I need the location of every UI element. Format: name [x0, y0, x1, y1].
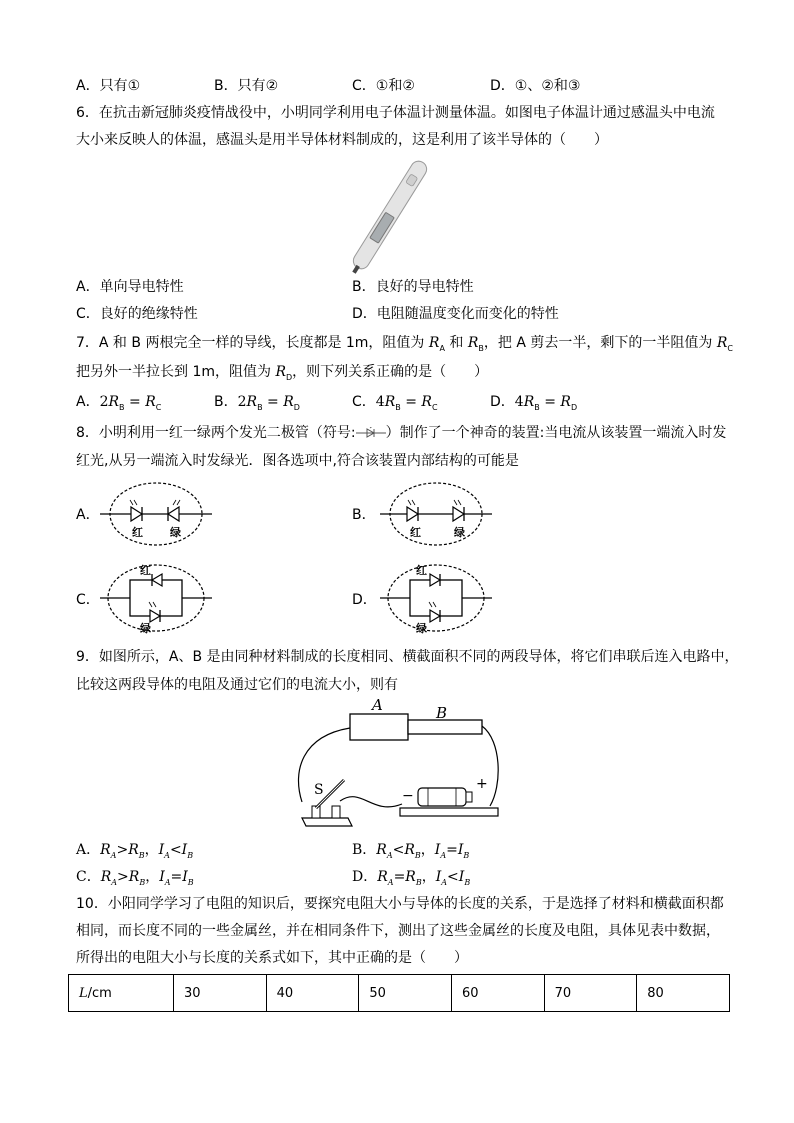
table-cell: 40 [266, 975, 359, 1012]
green-label: 绿 [170, 526, 181, 539]
q6-stem-line1: 6．在抗击新冠肺炎疫情战役中，小明同学利用电子体温计测量体温。如图电子体温计通过感温头中电流 [76, 105, 715, 121]
q9-option-a: A．$R_A>R_B$，$I_A<I_B$ [76, 842, 194, 860]
q9-option-d: D．$R_A=R_B$，$I_A<I_B$ [352, 869, 471, 887]
q9-stem-line2: 比较这两段导体的电阻及通过它们的电流大小，则有 [76, 677, 398, 693]
q8-label-b: B． [352, 507, 376, 523]
green-label: 绿 [140, 622, 151, 634]
switch-label: S [314, 782, 324, 798]
q6-option-b: B．良好的导电特性 [352, 279, 474, 295]
table-cell: 60 [451, 975, 544, 1012]
red-label: 红 [140, 564, 151, 577]
table-cell: 70 [544, 975, 637, 1012]
q10-stem-line3: 所得出的电阻大小与长度的关系式如下，其中正确的是（ ） [76, 950, 468, 966]
table-cell: 80 [637, 975, 730, 1012]
q7-option-a: A．$2R_B = R_C$ [76, 394, 162, 412]
q5-option-c: C．①和② [352, 78, 415, 94]
battery-minus-label: − [402, 788, 414, 804]
table-header-cell: L/cm [69, 975, 174, 1012]
q6-stem-line2: 大小来反映人的体温，感温头是用半导体材料制成的，这是利用了该半导体的（ ） [76, 132, 608, 148]
q6-option-d: D．电阻随温度变化而变化的特性 [352, 306, 559, 322]
green-label: 绿 [416, 622, 427, 634]
q5-option-a: A．只有① [76, 78, 141, 94]
q6-option-c: C．良好的绝缘特性 [76, 306, 198, 322]
q8-stem-line1: 8．小明利用一红一绿两个发光二极管（符号: ）制作了一个神奇的装置:当电流从该装置一端流入时发 [76, 425, 727, 441]
red-label: 红 [132, 526, 143, 539]
conductor-a-label: A [372, 696, 383, 714]
thermometer-figure [330, 155, 450, 275]
q7-stem-line1: 7．A 和 B 两根完全一样的导线，长度都是 1m，阻值为 $R_A$ 和 $R_B$，把 A 剪去一半，剩下的一半阻值为 $R_C$ [76, 335, 733, 353]
q6-option-a: A．单向导电特性 [76, 279, 184, 295]
battery-plus-label: + [476, 776, 488, 792]
table-row [69, 975, 730, 1012]
table-cell: 30 [174, 975, 267, 1012]
q9-circuit-figure [292, 696, 504, 832]
conductor-b-label: B [436, 704, 448, 722]
q10-stem-line1: 10．小阳同学学习了电阻的知识后，要探究电阻大小与导体的长度的关系，于是选择了材料和横截面积都 [76, 896, 724, 912]
q7-option-b: B．$2R_B = R_D$ [214, 394, 300, 412]
q8-label-a: A． [76, 507, 100, 523]
q9-stem-line1: 9．如图所示，A、B 是由同种材料制成的长度相同、横截面积不同的两段导体，将它们串联后连入电路中， [76, 649, 739, 665]
red-label: 红 [410, 526, 421, 539]
q8-circuit-d [380, 562, 492, 634]
q8-label-d: D． [352, 592, 377, 608]
q10-data-table [68, 974, 730, 1012]
q9-option-b: B．$R_A<R_B$，$I_A=I_B$ [352, 842, 470, 860]
q7-stem-line2: 把另外一半拉长到 1m，阻值为 $R_D$，则下列关系正确的是（ ） [76, 364, 489, 382]
led-symbol-icon [356, 427, 386, 439]
q7-option-c: C．$4R_B = R_C$ [352, 394, 438, 412]
green-label: 绿 [454, 526, 465, 539]
q5-option-d: D．①、②和③ [490, 78, 581, 94]
q8-stem-line2: 红光,从另一端流入时发绿光．图各选项中,符合该装置内部结构的可能是 [76, 453, 519, 469]
q8-circuit-a [100, 478, 212, 550]
q5-option-b: B．只有② [214, 78, 279, 94]
q9-option-c: C．$R_A>R_B$，$I_A=I_B$ [76, 869, 194, 887]
q8-circuit-c [100, 562, 212, 634]
q8-circuit-b [380, 478, 492, 550]
q7-option-d: D．$4R_B = R_D$ [490, 394, 578, 412]
red-label: 红 [416, 564, 427, 577]
table-cell: 50 [359, 975, 452, 1012]
q8-label-c: C． [76, 592, 100, 608]
q10-stem-line2: 相同，而长度不同的一些金属丝，并在相同条件下，测出了这些金属丝的长度及电阻，具体见表中数据， [76, 923, 720, 939]
